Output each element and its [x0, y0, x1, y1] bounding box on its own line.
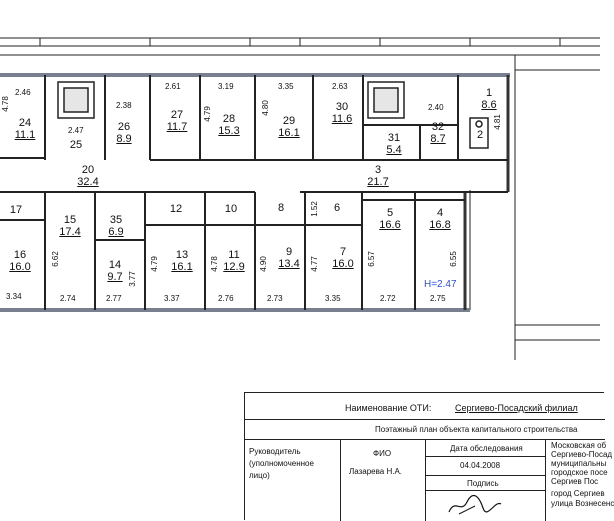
dimension-label: 3.34 [6, 292, 22, 301]
fio-value: Лазарева Н.А. [349, 467, 403, 476]
room-15 [55, 215, 85, 238]
dimension-label: 2.38 [116, 101, 132, 110]
room-4 [425, 208, 455, 231]
oti-value: Сергиево-Посадский филиал [455, 403, 578, 413]
dimension-label: 4.79 [202, 106, 212, 122]
room-area: 12.9 [223, 261, 245, 273]
room-13 [167, 250, 197, 273]
dimension-label: 4.79 [149, 256, 159, 272]
room-number: 31 [387, 132, 401, 144]
dimension-label: 3.35 [325, 294, 341, 303]
room-32 [424, 122, 452, 145]
room-1 [474, 88, 504, 111]
room-17 [6, 205, 26, 216]
room-number: 20 [81, 164, 95, 176]
dimension-label: 2.61 [165, 82, 181, 91]
room-area: 11.6 [331, 113, 353, 125]
room-area: 16.6 [379, 219, 401, 231]
org-line-7: улица Вознесенс [551, 499, 614, 508]
fio-label: ФИО [373, 449, 392, 458]
room-area: 11.1 [14, 129, 36, 141]
dimension-label: 6.62 [50, 251, 60, 267]
room-number: 11 [228, 249, 240, 261]
room-area: 13.4 [278, 258, 300, 270]
room-area: 5.4 [386, 144, 402, 156]
dimension-label: 1.52 [309, 201, 319, 217]
room-6 [330, 203, 344, 214]
room-area: 16.0 [332, 258, 354, 270]
date-value: 04.04.2008 [460, 461, 501, 470]
signature-image [445, 492, 505, 518]
room-number: 8 [277, 202, 285, 214]
room-number: 1 [485, 87, 493, 99]
title-block [244, 392, 614, 520]
room-number: 6 [333, 202, 341, 214]
room-16 [5, 250, 35, 273]
dimension-label: 2.47 [68, 126, 84, 135]
room-number: 5 [386, 207, 394, 219]
dimension-label: 2.76 [218, 294, 234, 303]
org-line-6: город Сергиев [551, 489, 605, 498]
room-area: 16.1 [278, 127, 300, 139]
dimension-label: 2.46 [15, 88, 31, 97]
org-line-4: городское посе [551, 468, 608, 477]
signature-label: Подпись [467, 479, 499, 488]
org-line-1: Московская об [551, 441, 607, 450]
head-label-line1: Руководитель [249, 447, 301, 456]
room-number: 2 [476, 129, 484, 141]
room-number: 10 [224, 203, 238, 215]
room-number: 27 [170, 109, 184, 121]
dimension-label: 3.19 [218, 82, 234, 91]
room-area: 17.4 [59, 226, 81, 238]
dimension-label: 6.57 [366, 251, 376, 267]
room-12 [166, 204, 186, 215]
room-25 [66, 140, 86, 151]
room-24 [10, 118, 40, 141]
room-number: 24 [18, 117, 32, 129]
dimension-label: 4.80 [260, 100, 270, 116]
room-28 [214, 114, 244, 137]
dimension-label: 3.77 [127, 271, 137, 287]
room-number: 7 [339, 246, 347, 258]
room-number: 32 [431, 121, 445, 133]
room-area: 16.0 [9, 261, 31, 273]
org-line-2: Сергиево-Посад [551, 450, 613, 459]
org-line-3: муниципальны [551, 459, 607, 468]
dimension-label: 2.74 [60, 294, 76, 303]
room-number: 9 [285, 246, 293, 258]
room-number: 29 [282, 115, 296, 127]
dimension-label: 2.77 [106, 294, 122, 303]
room-7 [328, 247, 358, 270]
room-area: 8.6 [481, 99, 497, 111]
room-area: 11.7 [166, 121, 188, 133]
room-number: 16 [13, 249, 27, 261]
dimension-label: 2.40 [428, 103, 444, 112]
head-label-line2: (уполномоченное [249, 459, 314, 468]
room-14 [103, 260, 127, 283]
room-26 [110, 122, 138, 145]
room-number: 30 [335, 101, 349, 113]
room-number: 4 [436, 207, 444, 219]
room-number: 14 [108, 259, 122, 271]
room-number: 13 [175, 249, 189, 261]
room-area: 8.7 [430, 133, 446, 145]
dimension-label: 2.63 [332, 82, 348, 91]
room-10 [221, 204, 241, 215]
head-label-line3: лицо) [249, 471, 270, 480]
dimension-label: 4.77 [309, 256, 319, 272]
dimension-label: 2.73 [267, 294, 283, 303]
room-number: 35 [109, 214, 123, 226]
date-label: Дата обследования [450, 444, 523, 453]
oti-label: Наименование ОТИ: [345, 403, 432, 413]
plan-title: Поэтажный план объекта капитального строительства [375, 425, 578, 434]
dimension-label: 4.90 [258, 256, 268, 272]
room-9 [274, 247, 304, 270]
room-area: 21.7 [367, 176, 389, 188]
dimension-label: 3.37 [164, 294, 180, 303]
room-number: 12 [169, 203, 183, 215]
room-3 [360, 165, 396, 188]
dimension-label: 2.75 [430, 294, 446, 303]
room-number: 15 [63, 214, 77, 226]
room-27 [162, 110, 192, 133]
room-5 [375, 208, 405, 231]
room-29 [274, 116, 304, 139]
room-area: 6.9 [108, 226, 124, 238]
room-area: 15.3 [218, 125, 240, 137]
ceiling-height-label: H=2.47 [424, 279, 457, 290]
dimension-label: 4.81 [492, 114, 502, 130]
room-area: 16.8 [429, 219, 451, 231]
room-8 [274, 203, 288, 214]
room-number: 3 [374, 164, 382, 176]
room-11 [219, 250, 249, 273]
room-30 [327, 102, 357, 125]
org-line-5: Сергиев Пос [551, 477, 599, 486]
dimension-label: 4.78 [0, 96, 10, 112]
room-31 [380, 133, 408, 156]
dimension-label: 6.55 [448, 251, 458, 267]
room-area: 32.4 [77, 176, 99, 188]
room-20 [70, 165, 106, 188]
room-area: 8.9 [116, 133, 132, 145]
room-2 [473, 130, 487, 141]
room-number: 26 [117, 121, 131, 133]
room-number: 17 [9, 204, 23, 216]
dimension-label: 4.78 [209, 256, 219, 272]
room-number: 28 [222, 113, 236, 125]
dimension-label: 2.72 [380, 294, 396, 303]
room-35 [103, 215, 129, 238]
room-area: 16.1 [171, 261, 193, 273]
room-number: 25 [69, 139, 83, 151]
room-area: 9.7 [107, 271, 123, 283]
dimension-label: 3.35 [278, 82, 294, 91]
